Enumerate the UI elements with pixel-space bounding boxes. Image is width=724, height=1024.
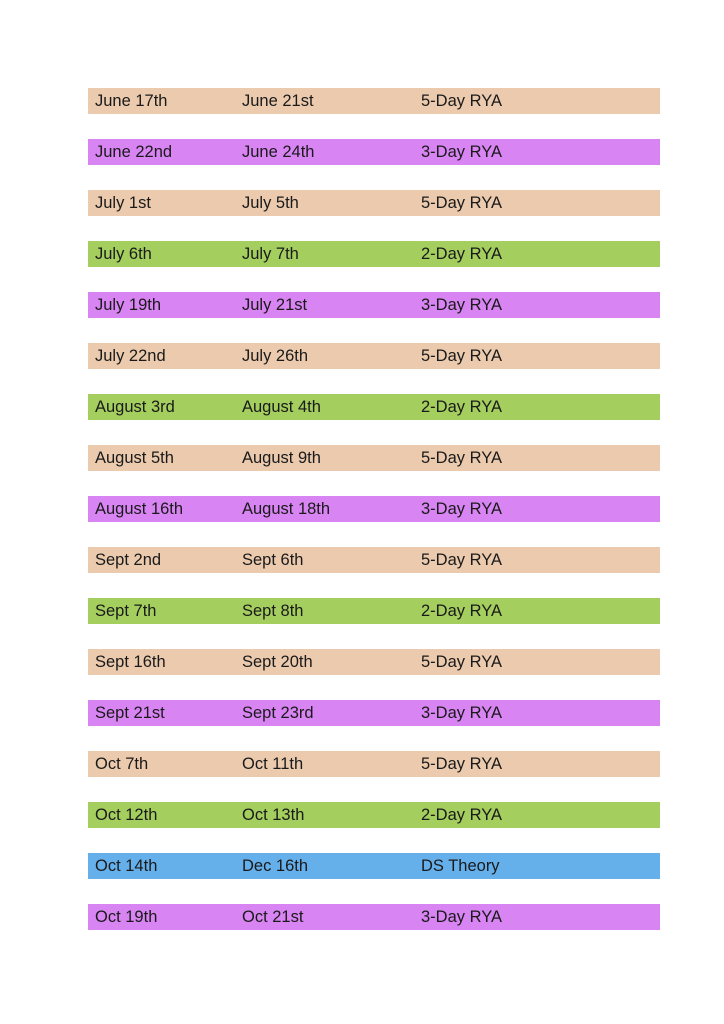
course-name: 2-Day RYA bbox=[421, 806, 503, 824]
course-name: DS Theory bbox=[421, 857, 500, 875]
start-date: Oct 7th bbox=[95, 755, 149, 773]
start-date: Sept 16th bbox=[95, 653, 166, 671]
course-name: 5-Day RYA bbox=[421, 92, 503, 110]
schedule-row bbox=[88, 598, 660, 624]
schedule-row bbox=[88, 751, 660, 777]
end-date: Dec 16th bbox=[242, 857, 309, 875]
course-name: 5-Day RYA bbox=[421, 551, 503, 569]
schedule-row bbox=[88, 292, 660, 318]
start-date: Sept 7th bbox=[95, 602, 157, 620]
schedule-row bbox=[88, 802, 660, 828]
course-name: 3-Day RYA bbox=[421, 908, 503, 926]
end-date: Sept 6th bbox=[242, 551, 304, 569]
start-date: July 6th bbox=[95, 245, 152, 263]
course-name: 3-Day RYA bbox=[421, 296, 503, 314]
end-date: June 21st bbox=[242, 92, 314, 110]
end-date: July 7th bbox=[242, 245, 299, 263]
course-schedule-list bbox=[88, 88, 660, 955]
course-name: 2-Day RYA bbox=[421, 245, 503, 263]
end-date: August 4th bbox=[242, 398, 321, 416]
start-date: Sept 21st bbox=[95, 704, 165, 722]
end-date: Oct 13th bbox=[242, 806, 305, 824]
course-name: 5-Day RYA bbox=[421, 194, 503, 212]
end-date: Oct 21st bbox=[242, 908, 304, 926]
schedule-row bbox=[88, 496, 660, 522]
course-name: 2-Day RYA bbox=[421, 398, 503, 416]
end-date: Sept 23rd bbox=[242, 704, 314, 722]
schedule-row bbox=[88, 445, 660, 471]
schedule-row bbox=[88, 139, 660, 165]
start-date: Oct 19th bbox=[95, 908, 158, 926]
start-date: Oct 12th bbox=[95, 806, 158, 824]
end-date: Sept 8th bbox=[242, 602, 304, 620]
end-date: Sept 20th bbox=[242, 653, 313, 671]
schedule-row bbox=[88, 904, 660, 930]
end-date: July 5th bbox=[242, 194, 299, 212]
start-date: July 19th bbox=[95, 296, 162, 314]
start-date: Oct 14th bbox=[95, 857, 158, 875]
start-date: June 17th bbox=[95, 92, 168, 110]
schedule-row bbox=[88, 88, 660, 114]
start-date: August 5th bbox=[95, 449, 174, 467]
schedule-row bbox=[88, 190, 660, 216]
start-date: July 1st bbox=[95, 194, 151, 212]
course-name: 3-Day RYA bbox=[421, 143, 503, 161]
end-date: July 21st bbox=[242, 296, 308, 314]
schedule-row bbox=[88, 343, 660, 369]
course-name: 3-Day RYA bbox=[421, 704, 503, 722]
course-name: 3-Day RYA bbox=[421, 500, 503, 518]
end-date: Oct 11th bbox=[242, 755, 304, 773]
end-date: August 18th bbox=[242, 500, 331, 518]
start-date: July 22nd bbox=[95, 347, 166, 365]
course-name: 2-Day RYA bbox=[421, 602, 503, 620]
schedule-row bbox=[88, 853, 660, 879]
schedule-row bbox=[88, 649, 660, 675]
schedule-row bbox=[88, 241, 660, 267]
schedule-row bbox=[88, 547, 660, 573]
schedule-row bbox=[88, 700, 660, 726]
course-name: 5-Day RYA bbox=[421, 653, 503, 671]
end-date: July 26th bbox=[242, 347, 309, 365]
start-date: August 3rd bbox=[95, 398, 175, 416]
end-date: June 24th bbox=[242, 143, 315, 161]
schedule-row bbox=[88, 394, 660, 420]
start-date: Sept 2nd bbox=[95, 551, 162, 569]
start-date: August 16th bbox=[95, 500, 184, 518]
course-name: 5-Day RYA bbox=[421, 755, 503, 773]
course-name: 5-Day RYA bbox=[421, 449, 503, 467]
end-date: August 9th bbox=[242, 449, 321, 467]
course-name: 5-Day RYA bbox=[421, 347, 503, 365]
start-date: June 22nd bbox=[95, 143, 173, 161]
